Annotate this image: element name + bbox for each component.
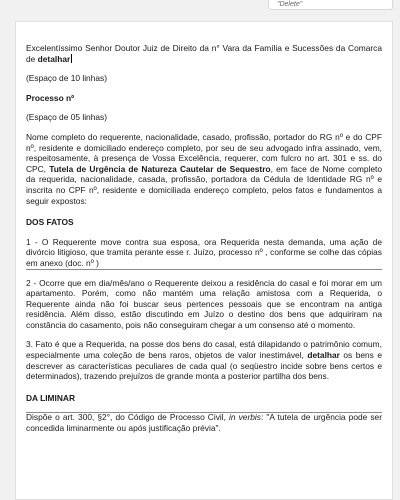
- fact-1-paragraph: 1 - O Requerente move contra sua esposa, ora Requerida nesta demanda, uma ação de divórcio litigioso, que tramita perante esse r. Juízo, processo nº , conforme se colhe das cópias em anexo (doc. nº ): [26, 236, 382, 268]
- facts-heading: DOS FATOS: [26, 217, 74, 228]
- liminar-heading: DA LIMINAR: [26, 392, 76, 403]
- addressee-paragraph: [26, 43, 382, 64]
- intro-bold: Tutela de Urgência de Natureza Cautelar de Sequestro: [49, 163, 271, 174]
- addressee-text: Excelentíssimo Senhor Doutor Juiz de Direito da n° Vara da Família e Sucessões da Comarca de: [26, 43, 382, 64]
- delete-label: "Delete": [277, 1, 303, 8]
- liminar-italic: in verbis: [229, 412, 261, 423]
- liminar-paragraph: [26, 412, 382, 433]
- spacing-note-05: (Espaço de 05 linhas): [26, 112, 108, 123]
- intro-text-1: Nome completo do requerente, nacionalidade, casado, profissão, portador do RG nº e do CPF nº, residente e domiciliado endereço completo, por seu de seu advogado infra assinado, vem, respeitosamente, à presença de Vossa Excelência, requerer, com fulcro no art. 301 e ss. do CPC,: [26, 131, 382, 174]
- fact-3-text-2: os bens e descrever as características peculiares de cada qual (o seqüestro incide sobre bens certos e determinados), trazendo prejuízos de grande monta a posterior partilha dos bens.: [26, 350, 382, 382]
- liminar-text-2: : "A tutela de urgência pode ser concedida liminarmente ou após justificação prévia".: [26, 412, 382, 434]
- document-body[interactable]: [26, 43, 382, 434]
- liminar-text-1: Dispõe o art. 300, §2°, do Código de Processo Civil,: [26, 412, 230, 423]
- fact-3-text-1: 3. Fato é que a Requerida, na posse dos bens do casal, está dilapidando o patrimônio comum, especialmente uma coleção de bens raros, objetos de valor inestimável,: [26, 339, 382, 361]
- document-page[interactable]: [15, 21, 393, 500]
- process-label: Processo nº: [26, 92, 75, 103]
- addressee-emphasis: detalhar: [37, 53, 71, 64]
- divider: [26, 412, 382, 413]
- top-bar: [0, 0, 400, 14]
- text-cursor: [71, 54, 72, 63]
- fact-3-paragraph: [26, 339, 382, 381]
- intro-text-2: , em face de Nome completo da requerida, nacionalidade, casada, profissão, portadora da Cédula de Identidade RG nº e inscrita no CPF nº, residente e domiciliada endereço completo, pelos fatos e fundamentos a seguir expostos:: [26, 163, 382, 206]
- intro-paragraph: [26, 132, 382, 206]
- fact-2-paragraph: 2 - Ocorre que em dia/mês/ano o Requerente deixou a residência do casal e foi morar em um apartamento. Porém, como não mantém uma relação amistosa com a Requerida, o Requerente ainda não foi buscar seus pertences pessoais que se encontram na antiga residência. Além disso, estão discutindo em Juízo o destino dos bens que adquiriram na constância do casamento, pois não conseguiram chegar a um consenso até o momento.: [26, 277, 382, 330]
- divider: [26, 269, 382, 270]
- spacing-note-10: (Espaço de 10 linhas): [26, 73, 108, 84]
- delete-button[interactable]: [268, 0, 393, 10]
- fact-3-bold: detalhar: [307, 350, 340, 361]
